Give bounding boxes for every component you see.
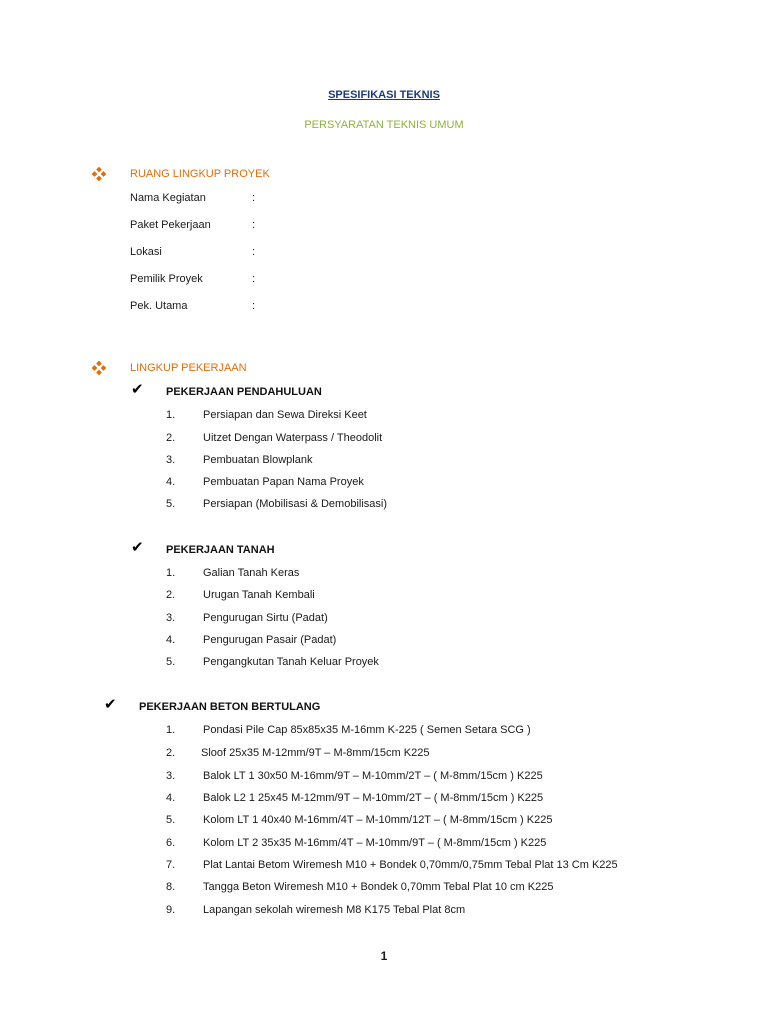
field-separator: : [252,192,256,204]
list-item: Pembuatan Papan Nama Proyek [203,476,364,488]
list-number: 1. [166,567,176,579]
list-number: 5. [166,498,176,510]
list-item: Uitzet Dengan Waterpass / Theodolit [203,432,383,444]
list-item: Kolom LT 1 40x40 M-16mm/4T – M-10mm/12T – ( M-8mm/15cm ) K225 [203,814,553,826]
list-item: Sloof 25x35 M-12mm/9T – M-8mm/15cm K225 [201,747,430,759]
list-item: Pembuatan Blowplank [203,454,313,466]
list-number: 4. [166,476,176,488]
diamond-bullet-icon [92,167,106,181]
list-item: Plat Lantai Betom Wiremesh M10 + Bondek 0,70mm/0,75mm Tebal Plat 13 Cm K225 [203,859,618,871]
list-number: 2. [166,747,176,759]
group-heading-earthwork: PEKERJAAN TANAH [166,544,275,556]
field-label: Pek. Utama [130,300,188,312]
list-number: 7. [166,859,176,871]
field-label: Nama Kegiatan [130,192,206,204]
field-label: Paket Pekerjaan [130,219,211,231]
field-separator: : [252,300,256,312]
document-title: SPESIFIKASI TEKNIS [328,89,440,101]
field-separator: : [252,273,256,285]
list-number: 3. [166,454,176,466]
group-heading-reinforced-concrete: PEKERJAAN BETON BERTULANG [139,701,321,713]
list-number: 3. [166,612,176,624]
list-number: 5. [166,656,176,668]
list-number: 6. [166,837,176,849]
list-number: 9. [166,904,176,916]
list-number: 1. [166,409,176,421]
checkmark-icon: ✔ [104,696,117,713]
list-number: 5. [166,814,176,826]
list-item: Pengangkutan Tanah Keluar Proyek [203,656,379,668]
list-item: Balok L2 1 25x45 M-12mm/9T – M-10mm/2T – ( M-8mm/15cm ) K225 [203,792,544,804]
list-item: Pengurugan Pasair (Padat) [203,634,337,646]
list-item: Persiapan (Mobilisasi & Demobilisasi) [203,498,388,510]
list-number: 2. [166,432,176,444]
list-item: Pondasi Pile Cap 85x85x35 M-16mm K-225 ( Semen Setara SCG ) [203,724,531,736]
list-item: Galian Tanah Keras [203,567,300,579]
list-number: 4. [166,792,176,804]
field-label: Pemilik Proyek [130,273,203,285]
list-number: 2. [166,589,176,601]
list-number: 3. [166,770,176,782]
list-item: Lapangan sekolah wiremesh M8 K175 Tebal Plat 8cm [203,904,466,916]
checkmark-icon: ✔ [131,539,144,556]
list-item: Kolom LT 2 35x35 M-16mm/4T – M-10mm/9T – ( M-8mm/15cm ) K225 [203,837,547,849]
page-number: 1 [380,949,388,963]
list-number: 8. [166,881,176,893]
field-separator: : [252,219,256,231]
field-separator: : [252,246,256,258]
list-number: 1. [166,724,176,736]
list-item: Balok LT 1 30x50 M-16mm/9T – M-10mm/2T – ( M-8mm/15cm ) K225 [203,770,543,782]
section-heading-work-scope: LINGKUP PEKERJAAN [130,362,247,374]
list-number: 4. [166,634,176,646]
diamond-bullet-icon [92,361,106,375]
document-subtitle: PERSYARATAN TEKNIS UMUM [304,119,464,131]
list-item: Tangga Beton Wiremesh M10 + Bondek 0,70mm Tebal Plat 10 cm K225 [203,881,554,893]
list-item: Urugan Tanah Kembali [203,589,315,601]
checkmark-icon: ✔ [131,381,144,398]
section-heading-project-scope: RUANG LINGKUP PROYEK [130,168,270,180]
group-heading-preliminary: PEKERJAAN PENDAHULUAN [166,386,322,398]
list-item: Pengurugan Sirtu (Padat) [203,612,328,624]
field-label: Lokasi [130,246,162,258]
list-item: Persiapan dan Sewa Direksi Keet [203,409,367,421]
